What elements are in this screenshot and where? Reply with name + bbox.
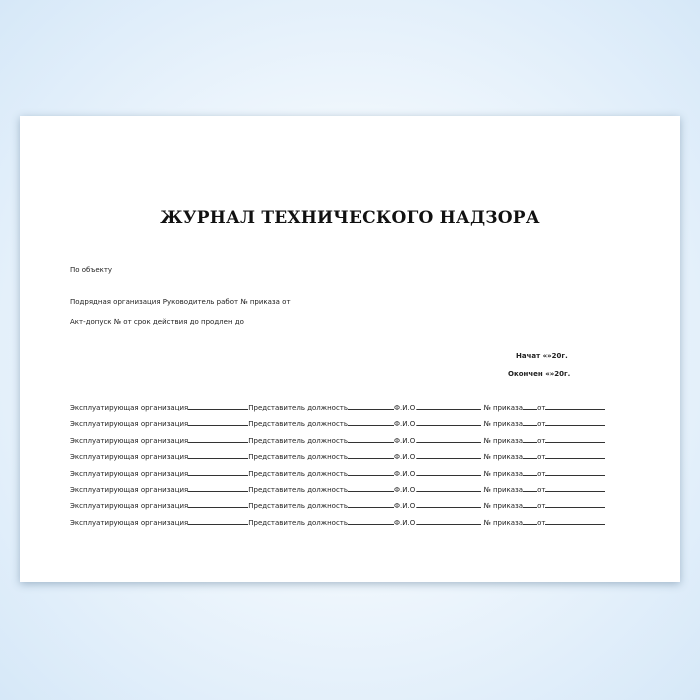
operating-org-label: Эксплуатирующая организация xyxy=(70,453,189,462)
act-line xyxy=(70,318,244,326)
operating-org-label: Эксплуатирующая организация xyxy=(70,518,189,527)
operating-org-label: Эксплуатирующая организация xyxy=(70,404,189,412)
year-prefix: 20 xyxy=(551,352,562,360)
object-line xyxy=(70,266,112,274)
full-name-label: Ф.И.О. xyxy=(394,404,418,412)
operating-org-blank xyxy=(188,402,248,410)
full-name-label: Ф.И.О. xyxy=(394,436,418,445)
order-date-blank xyxy=(545,468,605,476)
order-from-label: от xyxy=(537,518,546,527)
representative-blank xyxy=(348,451,394,459)
order-number-blank xyxy=(523,500,537,508)
order-from-label: от xyxy=(537,485,546,494)
operating-row xyxy=(70,500,605,516)
open-quote: « xyxy=(545,370,550,378)
order-number-label: № приказа xyxy=(483,404,524,412)
order-date-blank xyxy=(545,402,605,410)
started-label: Начат xyxy=(516,352,541,360)
order-number-blank xyxy=(523,418,537,426)
full-name-blank xyxy=(417,402,481,410)
full-name-blank xyxy=(417,500,481,508)
full-name-label: Ф.И.О. xyxy=(394,502,418,511)
full-name-label: Ф.И.О. xyxy=(394,485,418,494)
order-from-label: от xyxy=(537,420,546,429)
order-number-label: № приказа xyxy=(483,436,524,445)
contractor-org-label: Подрядная организация xyxy=(70,298,161,306)
order-number-label: № приказа xyxy=(483,502,524,511)
operating-org-label: Эксплуатирующая организация xyxy=(70,420,189,429)
order-number-label: № приказа xyxy=(483,453,524,462)
operating-org-label: Эксплуатирующая организация xyxy=(70,502,189,511)
operating-row xyxy=(70,468,605,484)
operating-org-blank xyxy=(188,500,248,508)
representative-label: Представитель должность xyxy=(248,518,349,527)
order-number-label: № приказа xyxy=(483,469,524,478)
order-from-label: от xyxy=(537,453,546,462)
operating-org-blank xyxy=(188,517,248,525)
full-name-label: Ф.И.О. xyxy=(394,453,418,462)
representative-blank xyxy=(348,517,394,525)
representative-label: Представитель должность xyxy=(248,485,349,494)
operating-org-label: Эксплуатирующая организация xyxy=(70,485,189,494)
order-number-label: № приказа xyxy=(483,485,524,494)
order-from-label: от xyxy=(537,469,546,478)
contractor-from-label: от xyxy=(282,298,291,306)
full-name-label: Ф.И.О. xyxy=(394,469,418,478)
operating-row xyxy=(70,517,605,533)
year-prefix: 20 xyxy=(554,370,564,378)
order-number-blank xyxy=(523,468,537,476)
order-number-blank xyxy=(523,435,537,443)
full-name-blank xyxy=(417,418,481,426)
order-from-label: от xyxy=(537,436,546,445)
full-name-label: Ф.И.О. xyxy=(394,518,418,527)
year-suffix: г. xyxy=(564,370,571,378)
representative-blank xyxy=(348,468,394,476)
act-validity-label: срок действия до xyxy=(133,318,199,326)
representative-label: Представитель должность xyxy=(248,469,349,478)
representative-label: Представитель должность xyxy=(248,453,349,462)
representative-blank xyxy=(348,402,394,410)
open-quote: « xyxy=(542,352,548,360)
representative-label: Представитель должность xyxy=(248,502,349,511)
operating-row xyxy=(70,418,605,434)
contractor-order-label: № приказа xyxy=(240,298,280,306)
order-number-blank xyxy=(523,484,537,492)
order-date-blank xyxy=(545,418,605,426)
order-from-label: от xyxy=(537,502,546,511)
page-title: ЖУРНАЛ ТЕХНИЧЕСКОГО НАДЗОРА xyxy=(160,208,540,228)
journal-sheet xyxy=(20,116,680,582)
full-name-blank xyxy=(417,451,481,459)
act-label: Акт-допуск № xyxy=(70,318,122,326)
contractor-manager-label: Руководитель работ xyxy=(162,298,239,306)
operating-row xyxy=(70,451,605,467)
order-from-label: от xyxy=(537,404,546,412)
operating-org-label: Эксплуатирующая организация xyxy=(70,469,189,478)
representative-blank xyxy=(348,435,394,443)
order-date-blank xyxy=(545,517,605,525)
full-name-blank xyxy=(417,435,481,443)
order-date-blank xyxy=(545,435,605,443)
operating-row xyxy=(70,484,605,500)
full-name-blank xyxy=(417,484,481,492)
full-name-blank xyxy=(417,468,481,476)
operating-org-blank xyxy=(188,484,248,492)
operating-org-blank xyxy=(188,435,248,443)
order-number-blank xyxy=(523,402,537,410)
operating-org-label: Эксплуатирующая организация xyxy=(70,436,189,445)
finished-label: Окончен xyxy=(508,370,543,378)
representative-blank xyxy=(348,500,394,508)
started-line xyxy=(516,352,568,360)
finished-line xyxy=(508,370,570,378)
operating-org-blank xyxy=(188,451,248,459)
order-number-blank xyxy=(523,451,537,459)
representative-label: Представитель должность xyxy=(248,420,349,429)
order-number-label: № приказа xyxy=(483,518,524,527)
close-quote: » xyxy=(547,352,552,360)
order-date-blank xyxy=(545,451,605,459)
order-number-label: № приказа xyxy=(483,420,524,429)
year-suffix: г. xyxy=(561,352,568,360)
operating-rows xyxy=(70,402,605,533)
object-label: По объекту xyxy=(70,266,113,274)
operating-row xyxy=(70,435,605,451)
act-from-label: от xyxy=(123,318,132,326)
representative-label: Представитель должность xyxy=(248,436,349,445)
operating-org-blank xyxy=(188,468,248,476)
full-name-label: Ф.И.О. xyxy=(394,420,418,429)
order-number-blank xyxy=(523,517,537,525)
order-date-blank xyxy=(545,484,605,492)
act-extended-label: продлен до xyxy=(201,318,244,326)
order-date-blank xyxy=(545,500,605,508)
operating-row xyxy=(70,402,605,418)
operating-org-blank xyxy=(188,418,248,426)
representative-label: Представитель должность xyxy=(248,404,349,412)
contractor-line xyxy=(70,298,291,306)
full-name-blank xyxy=(417,517,481,525)
representative-blank xyxy=(348,418,394,426)
close-quote: » xyxy=(549,370,555,378)
representative-blank xyxy=(348,484,394,492)
